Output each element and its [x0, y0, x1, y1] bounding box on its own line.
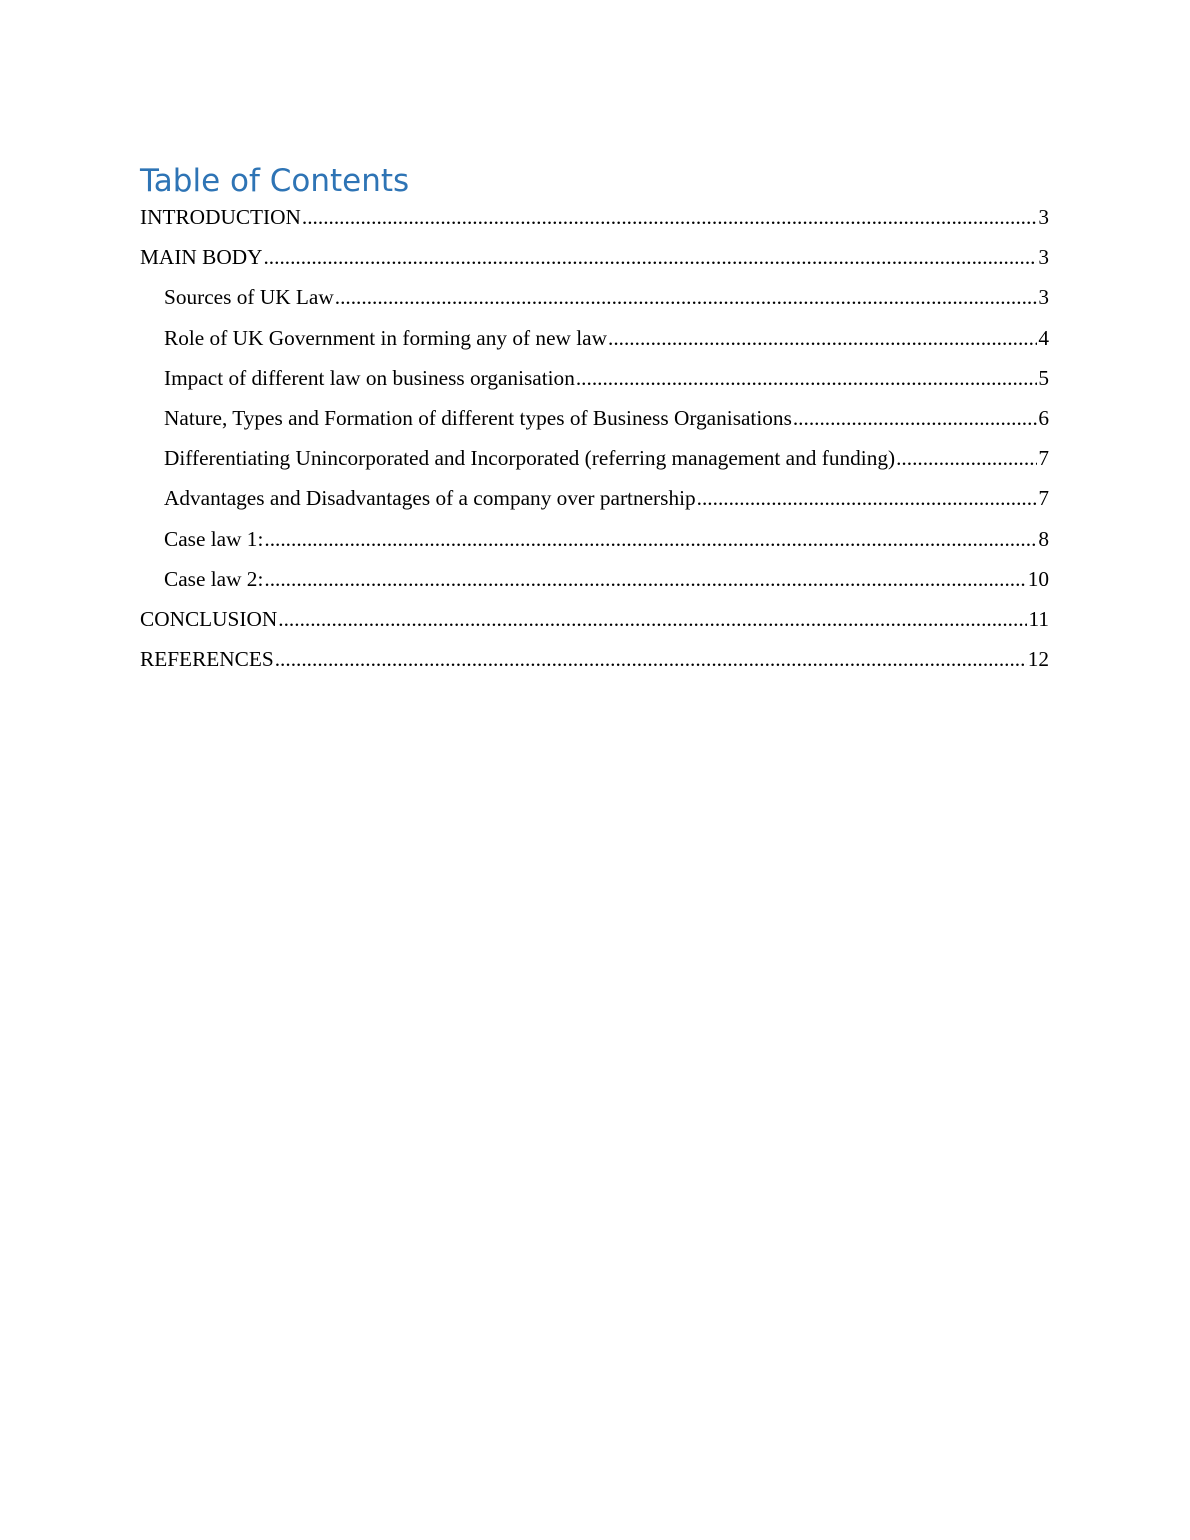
toc-dot-leader — [608, 318, 1037, 358]
toc-entry-label: INTRODUCTION — [140, 205, 301, 229]
toc-page-number: 7 — [1038, 446, 1049, 471]
toc-entry-label: REFERENCES — [140, 647, 274, 672]
toc-dot-leader — [576, 358, 1037, 398]
toc-page-number: 3 — [1038, 245, 1049, 270]
toc-page-number: 3 — [1038, 205, 1049, 229]
toc-entry-case-law-2[interactable] — [140, 559, 1049, 599]
toc-entry-conclusion[interactable] — [140, 599, 1049, 639]
toc-entry-label: Impact of different law on business organisation — [164, 365, 575, 390]
toc-dot-leader — [302, 197, 1037, 237]
toc-entry-label: Differentiating Unincorporated and Incorporated (referring management and funding) — [164, 446, 896, 471]
toc-entry-sources-of-uk-law[interactable] — [140, 277, 1049, 317]
toc-entry-label: Case law 1: — [164, 526, 264, 551]
toc-entry-label: Nature, Types and Formation of different types of Business Organisations — [164, 405, 792, 430]
toc-entry-references[interactable] — [140, 639, 1049, 679]
toc-entry-label: Role of UK Government in forming any of new law — [164, 325, 607, 350]
toc-entry-label: CONCLUSION — [140, 606, 278, 631]
toc-entry-label: Case law 2: — [164, 566, 264, 591]
toc-page-number: 3 — [1038, 285, 1049, 310]
toc-dot-leader — [335, 277, 1038, 317]
toc-page-number: 6 — [1038, 405, 1049, 430]
toc-page-number: 5 — [1038, 365, 1049, 390]
toc-entry-case-law-1[interactable] — [140, 519, 1049, 559]
toc-dot-leader — [264, 559, 1026, 599]
toc-list — [140, 197, 1049, 679]
toc-title: Table of Contents — [140, 163, 410, 199]
toc-entry-introduction[interactable] — [140, 197, 1049, 237]
toc-dot-leader — [263, 237, 1037, 277]
toc-entry-role-of-uk-government[interactable] — [140, 318, 1049, 358]
toc-page-number: 12 — [1027, 647, 1049, 672]
toc-entry-differentiating-unincorporated[interactable] — [140, 438, 1049, 478]
toc-entry-label: Advantages and Disadvantages of a company over partnership — [164, 486, 696, 511]
toc-dot-leader — [896, 438, 1037, 478]
toc-page-number: 8 — [1038, 526, 1049, 551]
toc-dot-leader — [278, 599, 1027, 639]
toc-page-number: 7 — [1038, 486, 1049, 511]
toc-page-number: 4 — [1038, 325, 1049, 350]
toc-entry-label: Sources of UK Law — [164, 285, 334, 310]
toc-entry-advantages-disadvantages[interactable] — [140, 478, 1049, 518]
toc-dot-leader — [697, 478, 1038, 518]
toc-page-number: 11 — [1028, 606, 1049, 631]
toc-entry-nature-types-formation[interactable] — [140, 398, 1049, 438]
toc-entry-main-body[interactable] — [140, 237, 1049, 277]
toc-dot-leader — [793, 398, 1037, 438]
toc-entry-impact-of-different-law[interactable] — [140, 358, 1049, 398]
toc-entry-label: MAIN BODY — [140, 245, 263, 270]
toc-page-number: 10 — [1027, 566, 1049, 591]
toc-dot-leader — [275, 639, 1027, 679]
toc-dot-leader — [264, 519, 1037, 559]
